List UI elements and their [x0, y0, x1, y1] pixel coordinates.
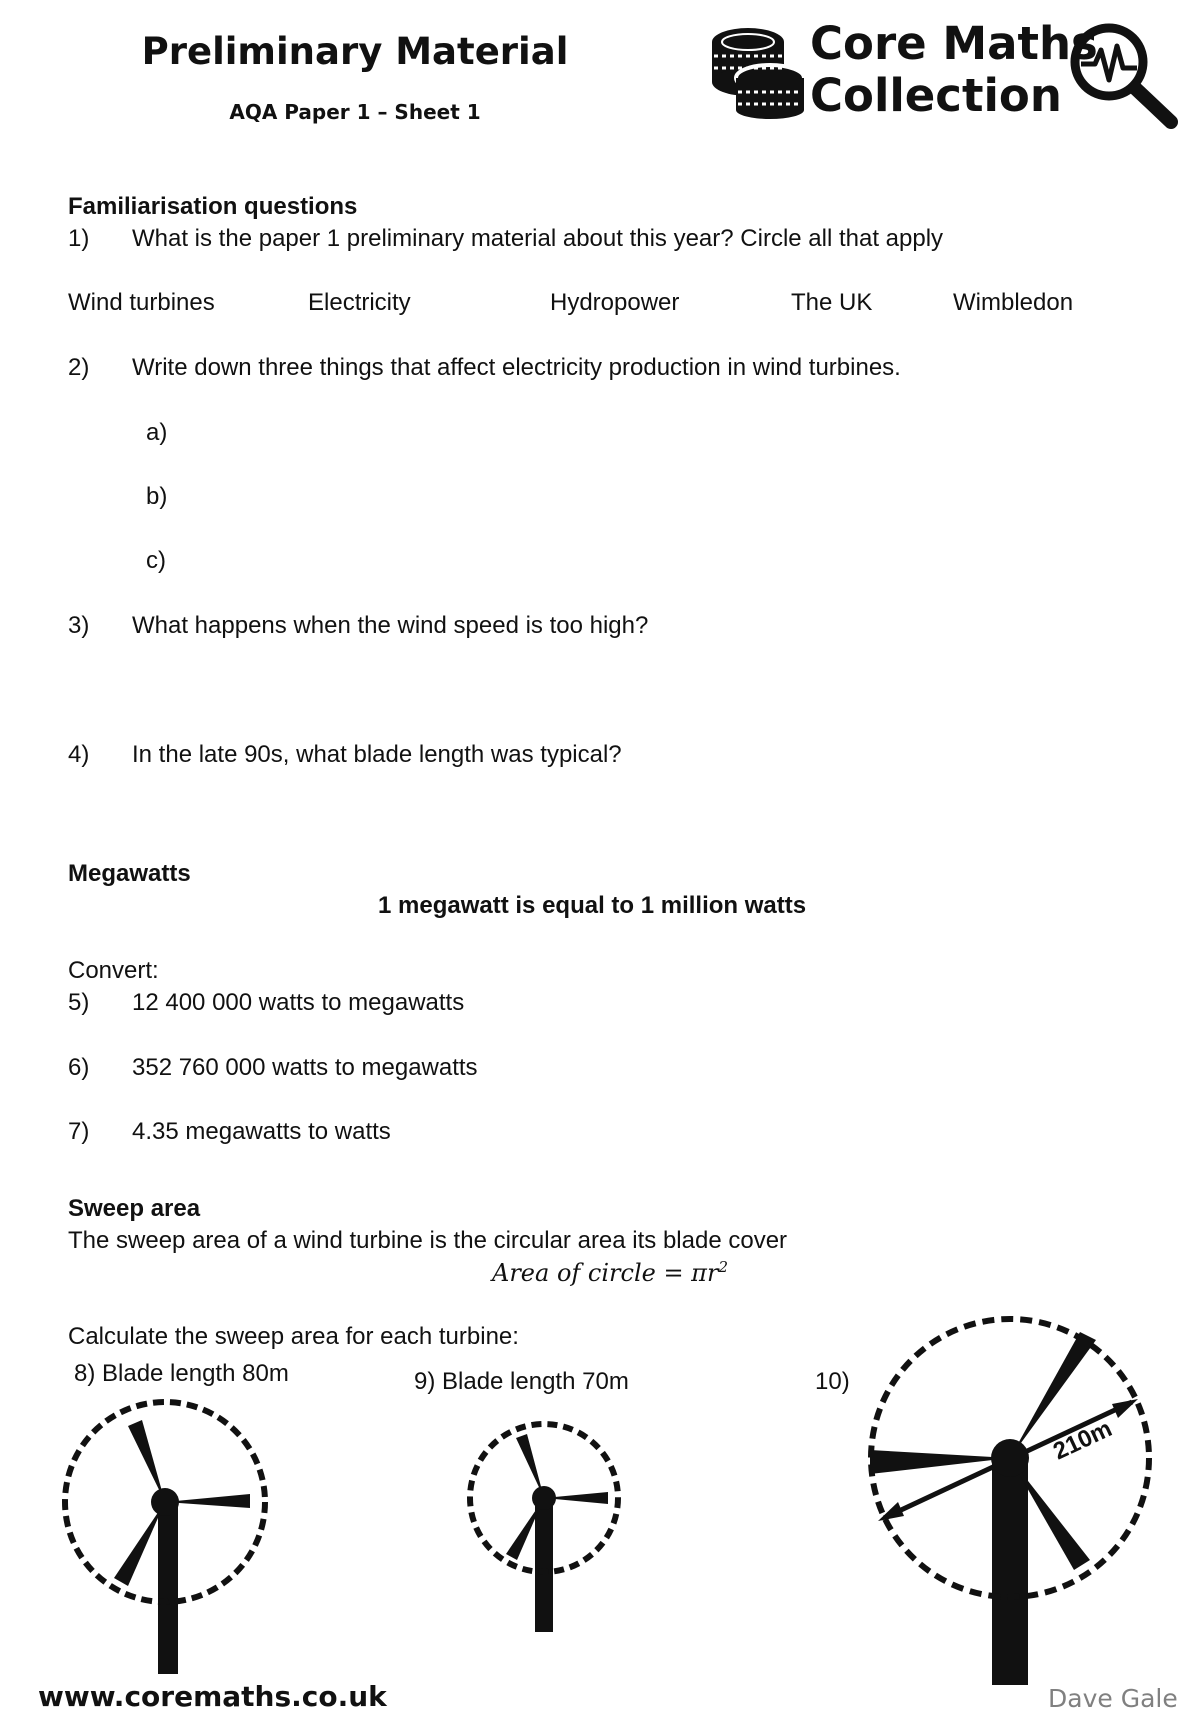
- brand-line-2: Collection: [810, 69, 1062, 122]
- turbine-9-diagram: [460, 1418, 630, 1638]
- question-4-number: 4): [68, 741, 90, 768]
- option-wind-turbines[interactable]: Wind turbines: [68, 289, 215, 316]
- part-a-label: a): [146, 419, 168, 446]
- page-title: Preliminary Material: [141, 30, 569, 73]
- coins-icon: [700, 20, 810, 120]
- footer-url[interactable]: www.coremaths.co.uk: [38, 1680, 387, 1713]
- brand-line-1: Core Maths: [810, 17, 1098, 70]
- turbine-8-diagram: [50, 1390, 280, 1680]
- question-5-number: 5): [68, 989, 90, 1016]
- part-b-label: b): [146, 483, 168, 510]
- question-7-text: 4.35 megawatts to watts: [132, 1118, 391, 1145]
- magnifier-pulse-icon: [1065, 18, 1180, 128]
- turbine-10-diameter-label: 210m: [1049, 1415, 1117, 1466]
- question-3-number: 3): [68, 612, 90, 639]
- author-name: Dave Gale: [1048, 1684, 1178, 1713]
- question-1-text: What is the paper 1 preliminary material about this year? Circle all that apply: [132, 225, 944, 252]
- sweep-area-heading: Sweep area: [68, 1195, 201, 1222]
- question-6-number: 6): [68, 1054, 90, 1081]
- question-4-text: In the late 90s, what blade length was typical?: [132, 741, 622, 768]
- sweep-area-description: The sweep area of a wind turbine is the circular area its blade cover: [68, 1227, 788, 1254]
- question-10-label: 10): [815, 1368, 850, 1395]
- option-electricity[interactable]: Electricity: [308, 289, 411, 316]
- question-1-number: 1): [68, 225, 90, 252]
- question-6-text: 352 760 000 watts to megawatts: [132, 1054, 478, 1081]
- turbine-10-diagram: [860, 1310, 1160, 1690]
- question-5-text: 12 400 000 watts to megawatts: [132, 989, 465, 1016]
- question-9-label: 9) Blade length 70m: [414, 1368, 629, 1395]
- megawatt-fact: 1 megawatt is equal to 1 million watts: [378, 892, 807, 919]
- question-3-text: What happens when the wind speed is too high?: [132, 612, 649, 639]
- part-c-label: c): [146, 547, 166, 574]
- option-hydropower[interactable]: Hydropower: [550, 289, 680, 316]
- option-wimbledon[interactable]: Wimbledon: [953, 289, 1074, 316]
- convert-label: Convert:: [68, 957, 159, 984]
- sweep-instruction: Calculate the sweep area for each turbine:: [68, 1323, 519, 1350]
- formula-power: 2: [718, 1258, 728, 1276]
- question-2-text: Write down three things that affect electricity production in wind turbines.: [132, 354, 901, 381]
- familiarisation-heading: Familiarisation questions: [68, 193, 358, 220]
- page-subtitle: AQA Paper 1 – Sheet 1: [229, 100, 481, 124]
- circle-area-formula: [492, 1258, 728, 1287]
- megawatts-heading: Megawatts: [68, 860, 191, 887]
- option-the-uk[interactable]: The UK: [791, 289, 873, 316]
- formula-text: Area of circle = πr: [492, 1259, 719, 1287]
- brand-wordmark: [810, 18, 1098, 122]
- question-2-number: 2): [68, 354, 90, 381]
- question-8-label: 8) Blade length 80m: [74, 1360, 289, 1387]
- question-7-number: 7): [68, 1118, 90, 1145]
